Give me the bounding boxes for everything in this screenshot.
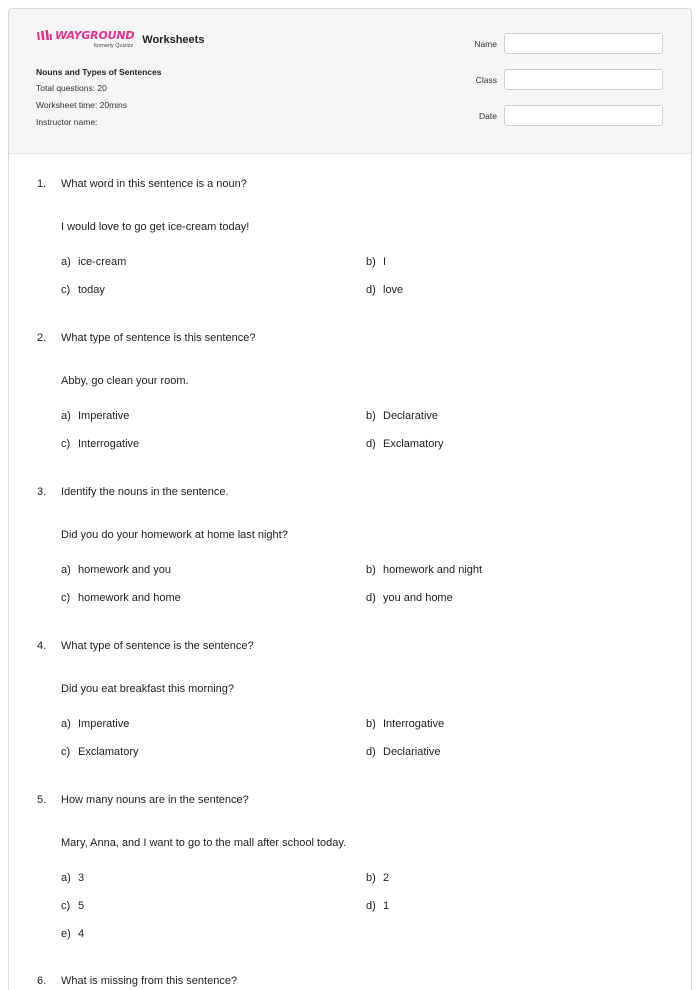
- date-label: Date: [479, 110, 497, 121]
- option-letter: b): [366, 872, 376, 884]
- option-a[interactable]: [61, 718, 129, 730]
- option-letter: d): [366, 284, 376, 296]
- option-text: Interrogative: [383, 718, 445, 730]
- option-a[interactable]: [61, 564, 171, 576]
- logo-subtitle: formerly Quizizz: [93, 43, 134, 49]
- option-text: Interrogative: [78, 438, 140, 450]
- class-field-row: [437, 69, 663, 90]
- option-text: 2: [383, 872, 390, 884]
- option-text: you and home: [383, 592, 453, 604]
- option-d[interactable]: [366, 438, 444, 450]
- option-text: Exclamatory: [78, 746, 139, 758]
- worksheet: [8, 8, 692, 990]
- option-letter: d): [366, 438, 376, 450]
- option-letter: a): [61, 564, 71, 576]
- option-c[interactable]: [61, 438, 139, 450]
- option-text: homework and you: [78, 564, 171, 576]
- question-number: 4.: [37, 640, 47, 652]
- class-input[interactable]: [504, 69, 663, 90]
- option-b[interactable]: [366, 872, 389, 884]
- option-b[interactable]: [366, 410, 438, 422]
- option-a[interactable]: [61, 410, 129, 422]
- option-text: 3: [78, 872, 85, 884]
- option-letter: a): [61, 718, 71, 730]
- question-text: What type of sentence is the sentence?: [61, 640, 254, 652]
- question-number: 2.: [37, 332, 47, 344]
- logo-wordmark: WAYGROUND: [55, 29, 135, 42]
- option-letter: c): [61, 438, 71, 450]
- option-letter: b): [366, 256, 376, 268]
- option-letter: c): [61, 900, 71, 912]
- option-text: 1: [383, 900, 390, 912]
- question-sentence: Mary, Anna, and I want to go to the mall after school today.: [61, 837, 347, 849]
- option-text: Declariative: [383, 746, 441, 758]
- date-input[interactable]: [504, 105, 663, 126]
- question-text: How many nouns are in the sentence?: [61, 794, 249, 806]
- option-b[interactable]: [366, 718, 444, 730]
- question-sentence: Abby, go clean your room.: [61, 375, 189, 387]
- option-letter: b): [366, 410, 376, 422]
- wayground-logo: [36, 30, 134, 50]
- question-sentence: I would love to go get ice-cream today!: [61, 221, 250, 233]
- question-text: What type of sentence is this sentence?: [61, 332, 256, 344]
- question-sentence: Did you eat breakfast this morning?: [61, 683, 235, 695]
- question-number: 5.: [37, 794, 47, 806]
- question-text: What is missing from this sentence?: [61, 975, 238, 987]
- option-letter: a): [61, 410, 71, 422]
- option-letter: c): [61, 746, 71, 758]
- option-d[interactable]: [366, 284, 403, 296]
- option-b[interactable]: [366, 564, 482, 576]
- option-b[interactable]: [366, 256, 386, 268]
- option-letter: c): [61, 284, 71, 296]
- name-field-row: [437, 33, 663, 54]
- worksheet-time: Worksheet time: 20mins: [36, 100, 128, 110]
- option-text: homework and home: [78, 592, 181, 604]
- option-text: 5: [78, 900, 85, 912]
- option-letter: b): [366, 718, 376, 730]
- total-questions: Total questions: 20: [36, 83, 107, 93]
- option-text: today: [78, 284, 105, 296]
- option-a[interactable]: [61, 872, 84, 884]
- option-text: I: [383, 256, 387, 268]
- question-number: 3.: [37, 486, 47, 498]
- question-number: 1.: [37, 178, 47, 190]
- wayground-mark-icon: [36, 30, 52, 42]
- option-letter: a): [61, 872, 71, 884]
- worksheet-title: Nouns and Types of Sentences: [36, 67, 162, 77]
- option-letter: c): [61, 592, 71, 604]
- option-text: love: [383, 284, 404, 296]
- option-text: homework and night: [383, 564, 483, 576]
- option-text: Imperative: [78, 410, 130, 422]
- instructor-name: Instructor name:: [36, 117, 98, 127]
- option-d[interactable]: [366, 900, 389, 912]
- brand-title: Worksheets: [142, 34, 205, 46]
- option-letter: a): [61, 256, 71, 268]
- option-letter: d): [366, 592, 376, 604]
- name-input[interactable]: [504, 33, 663, 54]
- option-d[interactable]: [366, 746, 440, 758]
- option-c[interactable]: [61, 900, 84, 912]
- question-number: 6.: [37, 975, 47, 987]
- option-letter: d): [366, 746, 376, 758]
- question-sentence: Did you do your homework at home last night?: [61, 529, 288, 541]
- question-text: What word in this sentence is a noun?: [61, 178, 247, 190]
- option-text: Declarative: [383, 410, 439, 422]
- question-text: Identify the nouns in the sentence.: [61, 486, 229, 498]
- option-letter: e): [61, 928, 71, 940]
- worksheet-header: [9, 9, 691, 154]
- option-text: ice-cream: [78, 256, 127, 268]
- option-c[interactable]: [61, 746, 139, 758]
- option-text: Imperative: [78, 718, 130, 730]
- date-field-row: [437, 105, 663, 126]
- worksheet-meta: [36, 67, 161, 134]
- option-d[interactable]: [366, 592, 453, 604]
- option-e[interactable]: [61, 928, 84, 940]
- option-letter: b): [366, 564, 376, 576]
- option-letter: d): [366, 900, 376, 912]
- class-label: Class: [475, 74, 497, 85]
- option-text: Exclamatory: [383, 438, 444, 450]
- brand: [36, 30, 204, 50]
- option-a[interactable]: [61, 256, 126, 268]
- option-c[interactable]: [61, 284, 105, 296]
- option-c[interactable]: [61, 592, 181, 604]
- option-text: 4: [78, 928, 85, 940]
- name-label: Name: [474, 38, 497, 49]
